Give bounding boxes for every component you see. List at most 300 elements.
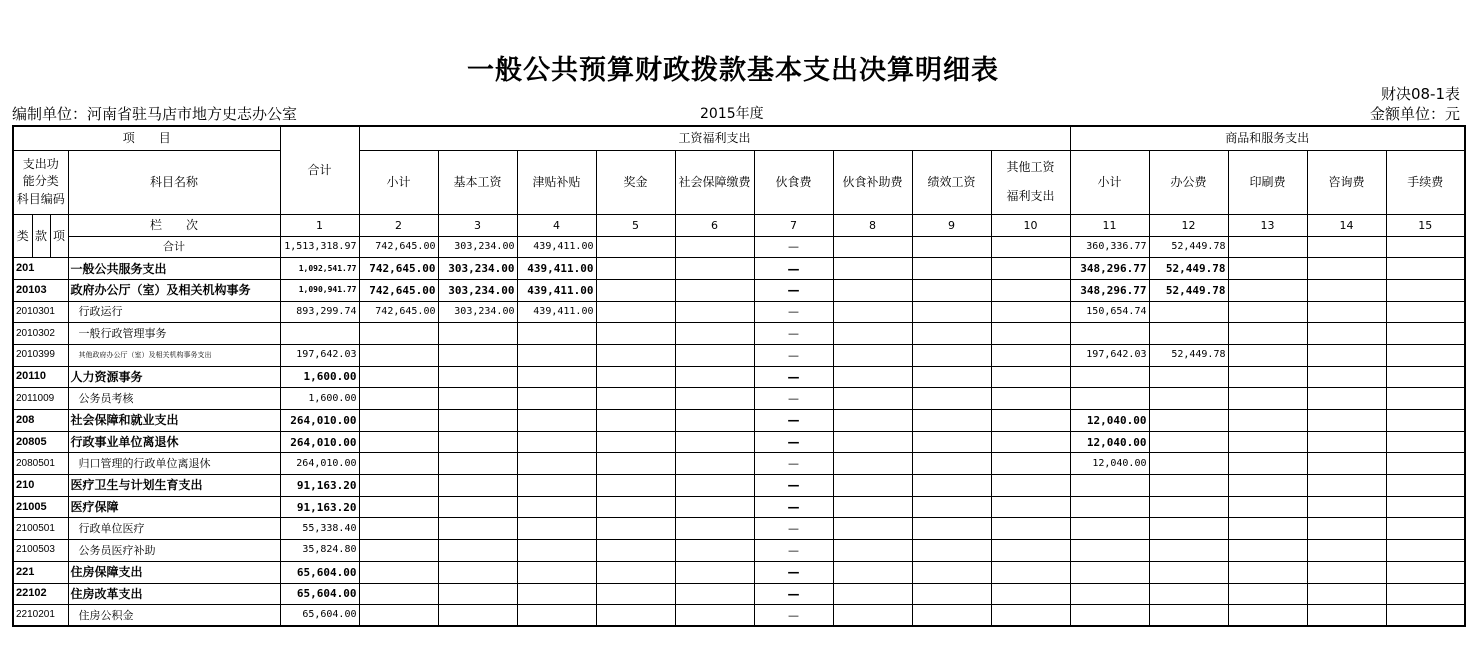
amount-cell: [833, 496, 912, 518]
subject-code: 221: [13, 561, 68, 583]
name-header: 科目名称: [68, 150, 280, 214]
amount-cell: [1070, 518, 1149, 540]
amount-cell: 1,600.00: [280, 388, 359, 410]
subject-code: 2010301: [13, 301, 68, 323]
subject-name: 公务员考核: [68, 388, 280, 410]
amount-cell: [596, 605, 675, 627]
amount-cell: [912, 388, 991, 410]
kuan-header: 款: [32, 214, 50, 258]
amount-cell: 439,411.00: [517, 301, 596, 323]
amount-cell: [596, 236, 675, 258]
amount-cell: [1149, 605, 1228, 627]
other-wage-line2: 福利支出: [1006, 189, 1055, 203]
amount-cell: [1149, 323, 1228, 345]
amount-cell: [517, 518, 596, 540]
performance-wage-header: 绩效工资: [912, 150, 991, 214]
subject-code: 210: [13, 475, 68, 497]
amount-cell: 12,040.00: [1070, 431, 1149, 453]
amount-cell: [991, 301, 1070, 323]
amount-cell: [359, 605, 438, 627]
amount-cell: [833, 431, 912, 453]
subject-code: 20805: [13, 431, 68, 453]
amount-cell: [991, 366, 1070, 388]
amount-cell: [1386, 496, 1465, 518]
code-group-line2: 能分类: [22, 174, 59, 189]
amount-cell: 65,604.00: [280, 605, 359, 627]
form-number: 财决08-1表: [1380, 85, 1460, 103]
amount-cell: [359, 561, 438, 583]
meal-cost-cell: —: [754, 344, 833, 366]
amount-cell: [1228, 344, 1307, 366]
bonus-header: 奖金: [596, 150, 675, 214]
amount-cell: [1307, 518, 1386, 540]
amount-cell: [1228, 453, 1307, 475]
amount-cell: [675, 540, 754, 562]
subject-code: 2011009: [13, 388, 68, 410]
amount-cell: [912, 605, 991, 627]
amount-cell: 197,642.03: [280, 344, 359, 366]
amount-cell: [1149, 496, 1228, 518]
amount-cell: 348,296.77: [1070, 258, 1149, 280]
amount-cell: [912, 366, 991, 388]
amount-cell: [991, 388, 1070, 410]
subject-code: 2100503: [13, 540, 68, 562]
amount-cell: [1386, 366, 1465, 388]
subject-name: 人力资源事务: [68, 366, 280, 388]
xiang-header: 项: [50, 214, 68, 258]
amount-cell: [912, 323, 991, 345]
amount-cell: [912, 496, 991, 518]
meal-cost-cell: —: [754, 496, 833, 518]
amount-cell: [596, 475, 675, 497]
amount-cell: [1307, 236, 1386, 258]
amount-cell: [596, 453, 675, 475]
code-group-line3: 科目编码: [16, 191, 65, 206]
subject-name: 住房公积金: [68, 605, 280, 627]
amount-cell: [596, 344, 675, 366]
amount-cell: [1307, 496, 1386, 518]
amount-cell: [1307, 388, 1386, 410]
amount-cell: [833, 323, 912, 345]
amount-cell: [517, 323, 596, 345]
lanci-header: 栏 次: [68, 214, 280, 236]
subject-name: 一般公共服务支出: [68, 258, 280, 280]
amount-cell: 303,234.00: [438, 258, 517, 280]
amount-cell: 360,336.77: [1070, 236, 1149, 258]
amount-cell: [359, 410, 438, 432]
meal-cost-cell: —: [754, 605, 833, 627]
amount-cell: [833, 540, 912, 562]
subject-name: 医疗卫生与计划生育支出: [68, 475, 280, 497]
amount-cell: [833, 301, 912, 323]
table-row: [13, 540, 1465, 562]
table-row: [13, 279, 1465, 301]
amount-cell: [991, 561, 1070, 583]
other-wage-line1: 其他工资: [1006, 160, 1055, 175]
column-number: 14: [1307, 214, 1386, 236]
table-row: [13, 496, 1465, 518]
amount-cell: [1228, 583, 1307, 605]
amount-cell: 65,604.00: [280, 583, 359, 605]
amount-cell: 1,513,318.97: [280, 236, 359, 258]
column-number: 7: [754, 214, 833, 236]
subject-code: 20110: [13, 366, 68, 388]
amount-cell: [596, 279, 675, 301]
other-wage-header: [991, 150, 1070, 214]
amount-cell: [517, 431, 596, 453]
amount-cell: [912, 236, 991, 258]
amount-cell: 12,040.00: [1070, 453, 1149, 475]
amount-cell: [991, 518, 1070, 540]
table-row: [13, 410, 1465, 432]
column-number: 2: [359, 214, 438, 236]
column-number: 13: [1228, 214, 1307, 236]
amount-cell: [991, 344, 1070, 366]
amount-cell: [1386, 301, 1465, 323]
table-row: [13, 561, 1465, 583]
meal-cost-cell: —: [754, 561, 833, 583]
subject-name: 合计: [68, 236, 280, 258]
amount-cell: [1386, 344, 1465, 366]
amount-cell: [675, 583, 754, 605]
meal-cost-cell: —: [754, 410, 833, 432]
amount-cell: [596, 540, 675, 562]
amount-cell: [675, 410, 754, 432]
amount-cell: [1228, 301, 1307, 323]
amount-cell: [438, 410, 517, 432]
amount-cell: [596, 388, 675, 410]
meal-cost-cell: —: [754, 453, 833, 475]
amount-cell: [675, 258, 754, 280]
amount-cell: 35,824.80: [280, 540, 359, 562]
amount-cell: [1386, 561, 1465, 583]
item-header: 项 目: [13, 126, 280, 150]
amount-cell: [912, 410, 991, 432]
table-row: [13, 453, 1465, 475]
amount-cell: [1070, 323, 1149, 345]
subject-name: 行政单位医疗: [68, 518, 280, 540]
amount-cell: [1307, 410, 1386, 432]
meal-cost-cell: —: [754, 279, 833, 301]
amount-cell: [675, 453, 754, 475]
amount-cell: [359, 583, 438, 605]
amount-cell: [1386, 453, 1465, 475]
table-row: [13, 583, 1465, 605]
amount-cell: [1149, 301, 1228, 323]
meal-cost-cell: —: [754, 258, 833, 280]
subject-code: 2080501: [13, 453, 68, 475]
amount-cell: [1386, 540, 1465, 562]
subject-name: 其他政府办公厅（室）及相关机构事务支出: [68, 344, 280, 366]
table-row: [13, 475, 1465, 497]
amount-cell: 303,234.00: [438, 236, 517, 258]
amount-cell: 1,090,941.77: [280, 279, 359, 301]
subject-code: 20103: [13, 279, 68, 301]
amount-cell: 742,645.00: [359, 236, 438, 258]
amount-cell: 52,449.78: [1149, 344, 1228, 366]
amount-cell: [1228, 236, 1307, 258]
amount-cell: [1070, 583, 1149, 605]
amount-cell: [1228, 496, 1307, 518]
amount-cell: [675, 279, 754, 301]
amount-cell: [438, 453, 517, 475]
amount-cell: [912, 583, 991, 605]
column-number: 5: [596, 214, 675, 236]
amount-cell: [1307, 344, 1386, 366]
amount-cell: [438, 475, 517, 497]
column-number: 15: [1386, 214, 1465, 236]
amount-cell: [1307, 453, 1386, 475]
currency-unit: 金额单位：元: [1369, 105, 1460, 123]
amount-cell: [1228, 561, 1307, 583]
subject-name: 社会保障和就业支出: [68, 410, 280, 432]
amount-cell: [1228, 410, 1307, 432]
amount-cell: [833, 561, 912, 583]
amount-cell: [912, 258, 991, 280]
meal-cost-cell: —: [754, 366, 833, 388]
amount-cell: [833, 258, 912, 280]
column-number: 4: [517, 214, 596, 236]
amount-cell: 439,411.00: [517, 236, 596, 258]
amount-cell: [1307, 583, 1386, 605]
basic-wage-header: 基本工资: [438, 150, 517, 214]
amount-cell: [438, 323, 517, 345]
amount-cell: 1,092,541.77: [280, 258, 359, 280]
subject-name: 医疗保障: [68, 496, 280, 518]
amount-cell: 893,299.74: [280, 301, 359, 323]
amount-cell: [1228, 258, 1307, 280]
amount-cell: [991, 279, 1070, 301]
amount-cell: [517, 561, 596, 583]
amount-cell: [1228, 279, 1307, 301]
amount-cell: [517, 605, 596, 627]
meal-header: 伙食费: [754, 150, 833, 214]
meal-subsidy-header: 伙食补助费: [833, 150, 912, 214]
page-title: 一般公共预算财政拨款基本支出决算明细表: [467, 55, 999, 86]
amount-cell: [1307, 475, 1386, 497]
amount-cell: [1228, 323, 1307, 345]
amount-cell: [596, 301, 675, 323]
amount-cell: [833, 344, 912, 366]
amount-cell: 742,645.00: [359, 279, 438, 301]
amount-cell: 65,604.00: [280, 561, 359, 583]
amount-cell: [912, 475, 991, 497]
amount-cell: [1149, 388, 1228, 410]
consulting-header: 咨询费: [1307, 150, 1386, 214]
amount-cell: [991, 475, 1070, 497]
amount-cell: [912, 301, 991, 323]
table-row: [13, 431, 1465, 453]
amount-cell: [991, 323, 1070, 345]
amount-cell: [833, 453, 912, 475]
amount-cell: 439,411.00: [517, 279, 596, 301]
amount-cell: 742,645.00: [359, 258, 438, 280]
amount-cell: [675, 301, 754, 323]
amount-cell: [1149, 561, 1228, 583]
amount-cell: [517, 453, 596, 475]
subject-name: 行政运行: [68, 301, 280, 323]
column-number: 9: [912, 214, 991, 236]
amount-cell: [675, 366, 754, 388]
amount-cell: [991, 431, 1070, 453]
amount-cell: [438, 366, 517, 388]
amount-cell: 52,449.78: [1149, 258, 1228, 280]
amount-cell: [1149, 540, 1228, 562]
column-number: 3: [438, 214, 517, 236]
amount-cell: 439,411.00: [517, 258, 596, 280]
amount-cell: [675, 605, 754, 627]
amount-cell: [1386, 279, 1465, 301]
meal-cost-cell: —: [754, 301, 833, 323]
amount-cell: [1149, 518, 1228, 540]
amount-cell: [517, 583, 596, 605]
amount-cell: [596, 496, 675, 518]
amount-cell: [675, 561, 754, 583]
table-row: [13, 258, 1465, 280]
amount-cell: [1386, 431, 1465, 453]
amount-cell: [596, 323, 675, 345]
amount-cell: [1149, 453, 1228, 475]
meal-cost-cell: —: [754, 540, 833, 562]
amount-cell: [359, 453, 438, 475]
subject-code: 2210201: [13, 605, 68, 627]
column-number: 8: [833, 214, 912, 236]
amount-cell: 264,010.00: [280, 431, 359, 453]
amount-cell: [991, 410, 1070, 432]
wage-group-header: 工资福利支出: [359, 126, 1070, 150]
amount-cell: [517, 540, 596, 562]
amount-cell: 91,163.20: [280, 475, 359, 497]
amount-cell: [359, 518, 438, 540]
amount-cell: 303,234.00: [438, 279, 517, 301]
amount-cell: [438, 388, 517, 410]
amount-cell: 348,296.77: [1070, 279, 1149, 301]
column-number: 12: [1149, 214, 1228, 236]
amount-cell: [912, 540, 991, 562]
amount-cell: 12,040.00: [1070, 410, 1149, 432]
subject-name: 政府办公厅（室）及相关机构事务: [68, 279, 280, 301]
amount-cell: [1307, 431, 1386, 453]
amount-cell: 52,449.78: [1149, 236, 1228, 258]
amount-cell: [1307, 540, 1386, 562]
amount-cell: [1228, 518, 1307, 540]
amount-cell: [517, 496, 596, 518]
amount-cell: [833, 605, 912, 627]
amount-cell: [359, 496, 438, 518]
amount-cell: [438, 561, 517, 583]
amount-cell: [596, 258, 675, 280]
amount-cell: [1070, 475, 1149, 497]
amount-cell: [1070, 388, 1149, 410]
amount-cell: [1386, 236, 1465, 258]
reporting-unit: 编制单位：河南省驻马店市地方史志办公室: [12, 105, 298, 123]
amount-cell: [1149, 410, 1228, 432]
amount-cell: [1307, 301, 1386, 323]
amount-cell: [1149, 475, 1228, 497]
amount-cell: [1228, 431, 1307, 453]
table-row: [13, 344, 1465, 366]
amount-cell: [359, 431, 438, 453]
amount-cell: 150,654.74: [1070, 301, 1149, 323]
amount-cell: [1307, 323, 1386, 345]
amount-cell: [359, 475, 438, 497]
amount-cell: [991, 496, 1070, 518]
amount-cell: [1386, 583, 1465, 605]
table-row: [13, 366, 1465, 388]
amount-cell: [1386, 605, 1465, 627]
meal-cost-cell: —: [754, 431, 833, 453]
amount-cell: [359, 388, 438, 410]
amount-cell: [438, 583, 517, 605]
amount-cell: [1386, 388, 1465, 410]
amount-cell: [675, 323, 754, 345]
amount-cell: [1070, 540, 1149, 562]
amount-cell: [359, 366, 438, 388]
amount-cell: [991, 605, 1070, 627]
table-row: [13, 236, 1465, 258]
amount-cell: [596, 410, 675, 432]
amount-cell: [596, 366, 675, 388]
amount-cell: [438, 496, 517, 518]
amount-cell: [438, 518, 517, 540]
amount-cell: [517, 410, 596, 432]
amount-cell: [833, 583, 912, 605]
code-group-line1: 支出功: [22, 156, 59, 171]
amount-cell: [517, 475, 596, 497]
meal-cost-cell: —: [754, 475, 833, 497]
column-number: 6: [675, 214, 754, 236]
amount-cell: [438, 431, 517, 453]
amount-cell: [1070, 605, 1149, 627]
amount-cell: [675, 344, 754, 366]
amount-cell: [596, 518, 675, 540]
amount-cell: 52,449.78: [1149, 279, 1228, 301]
amount-cell: [1307, 605, 1386, 627]
amount-cell: [438, 344, 517, 366]
amount-cell: 264,010.00: [280, 453, 359, 475]
amount-cell: [912, 518, 991, 540]
amount-cell: 264,010.00: [280, 410, 359, 432]
amount-cell: [280, 323, 359, 345]
amount-cell: [1228, 475, 1307, 497]
amount-cell: [1149, 431, 1228, 453]
amount-cell: [1149, 583, 1228, 605]
amount-cell: [359, 323, 438, 345]
amount-cell: [438, 605, 517, 627]
subject-code: 2010302: [13, 323, 68, 345]
amount-cell: [1070, 561, 1149, 583]
office-expense-header: 办公费: [1149, 150, 1228, 214]
amount-cell: [1386, 410, 1465, 432]
subject-name: 归口管理的行政单位离退休: [68, 453, 280, 475]
amount-cell: [991, 453, 1070, 475]
amount-cell: [991, 540, 1070, 562]
column-number: 10: [991, 214, 1070, 236]
table-row: [13, 323, 1465, 345]
amount-cell: [1386, 258, 1465, 280]
amount-cell: [517, 344, 596, 366]
meal-cost-cell: —: [754, 388, 833, 410]
subject-code: 201: [13, 258, 68, 280]
amount-cell: [833, 475, 912, 497]
amount-cell: [912, 344, 991, 366]
subject-code: 2100501: [13, 518, 68, 540]
amount-cell: 303,234.00: [438, 301, 517, 323]
amount-cell: 55,338.40: [280, 518, 359, 540]
amount-cell: [1149, 366, 1228, 388]
amount-cell: [833, 236, 912, 258]
amount-cell: [675, 518, 754, 540]
